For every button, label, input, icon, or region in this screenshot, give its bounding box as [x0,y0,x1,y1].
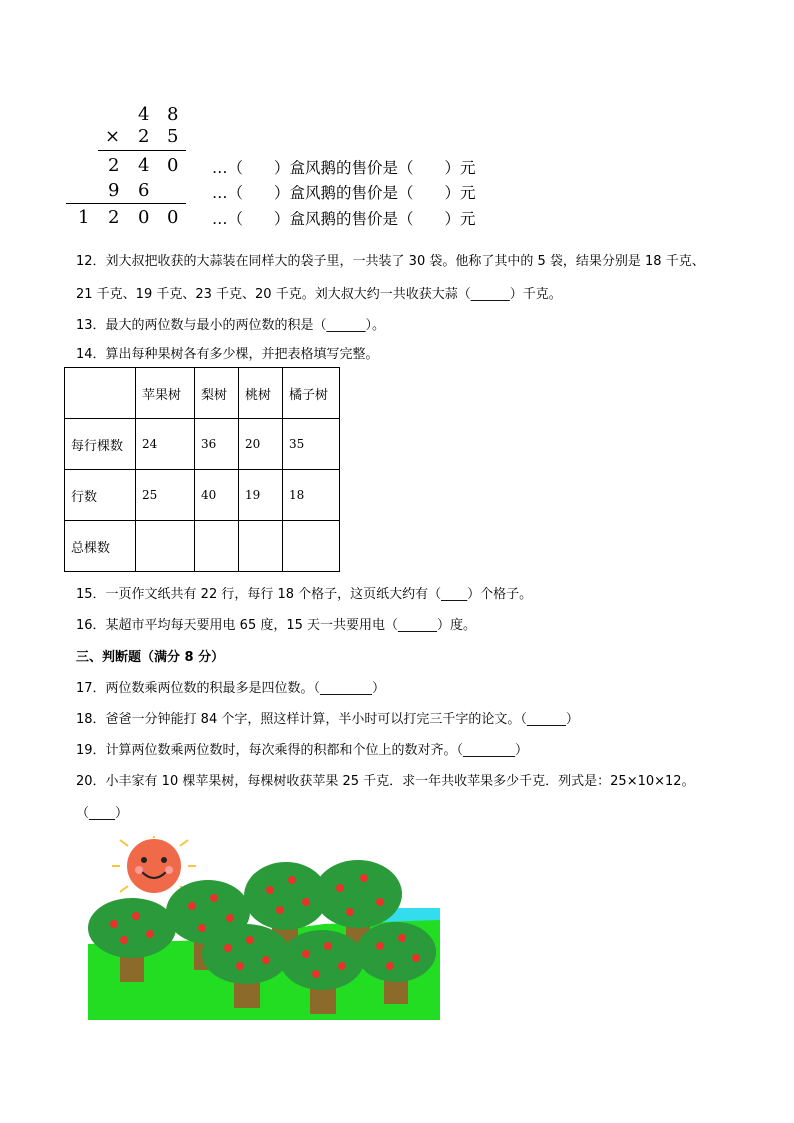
table-header-cell: 橘子树 [283,368,340,419]
table-cell: 18 [283,470,340,521]
table-cell: 24 [136,419,195,470]
fruit-tree-table [64,367,340,572]
row-label: 每行棵数 [65,419,136,470]
question-15: 15．一页作文纸共有 22 行，每行 18 个格子，这页纸大约有（____）个格子。 [76,587,533,602]
table-cell: 36 [195,419,239,470]
table-cell: 40 [195,470,239,521]
digit: 0 [138,207,150,228]
table-header-cell: 苹果树 [136,368,195,419]
table-row [65,419,340,470]
digit: 4 [138,155,150,176]
question-19: 19．计算两位数乘两位数时，每次乘得的积都和个位上的数对齐。（________） [76,743,529,758]
digit: 6 [138,180,150,201]
table-header-row [65,368,340,419]
vm-note: …（ ）盒风鹅的售价是（ ）元 [212,184,476,202]
digit: 1 [78,207,90,228]
times-sign: × [105,126,121,147]
row-label: 总棵数 [65,521,136,572]
question-12-line2: 21 千克、19 千克、23 千克、20 千克。刘大叔大约一共收获大蒜（______）千克。 [76,287,562,302]
table-cell: 19 [239,470,283,521]
question-17: 17．两位数乘两位数的积最多是四位数。（________） [76,681,386,696]
apple-orchard-illustration [84,836,444,1024]
table-row [65,521,340,572]
question-20-line1: 20．小丰家有 10 棵苹果树，每棵树收获苹果 25 千克．求一年共收苹果多少千克．列式是：25×10×12。 [76,774,695,789]
table-header-cell: 桃树 [239,368,283,419]
table-header-cell: 梨树 [195,368,239,419]
section-title: 三、判断题（满分 8 分） [76,650,225,665]
table-cell: 35 [283,419,340,470]
digit: 0 [167,207,179,228]
digit: 8 [167,104,179,125]
question-14: 14．算出每种果树各有多少棵，并把表格填写完整。 [76,347,379,362]
question-18: 18．爸爸一分钟能打 84 个字，照这样计算，半小时可以打完三千字的论文。（______） [76,712,579,727]
table-cell: 25 [136,470,195,521]
vertical-multiplication [0,0,200,230]
answer-cell[interactable] [239,521,283,572]
digit: 2 [108,155,120,176]
multiplication-rule [98,150,186,151]
table-header-cell [65,368,136,419]
question-13: 13．最大的两位数与最小的两位数的积是（______）。 [76,318,386,333]
answer-cell[interactable] [283,521,340,572]
table-row [65,470,340,521]
digit: 4 [138,104,150,125]
digit: 2 [138,126,150,147]
question-20-line2: （____） [76,806,129,821]
question-16: 16．某超市平均每天要用电 65 度，15 天一共要用电（______）度。 [76,618,477,633]
result-rule [66,203,186,204]
digit: 0 [167,155,179,176]
digit: 2 [108,207,120,228]
answer-cell[interactable] [136,521,195,572]
row-label: 行数 [65,470,136,521]
question-12-line1: 12．刘大叔把收获的大蒜装在同样大的袋子里，一共装了 30 袋。他称了其中的 5 袋，结果分别是 18 千克、 [76,254,705,269]
digit: 9 [108,180,120,201]
vm-note: …（ ）盒风鹅的售价是（ ）元 [212,159,476,177]
digit: 5 [167,126,179,147]
vm-note: …（ ）盒风鹅的售价是（ ）元 [212,210,476,228]
answer-cell[interactable] [195,521,239,572]
table-cell: 20 [239,419,283,470]
